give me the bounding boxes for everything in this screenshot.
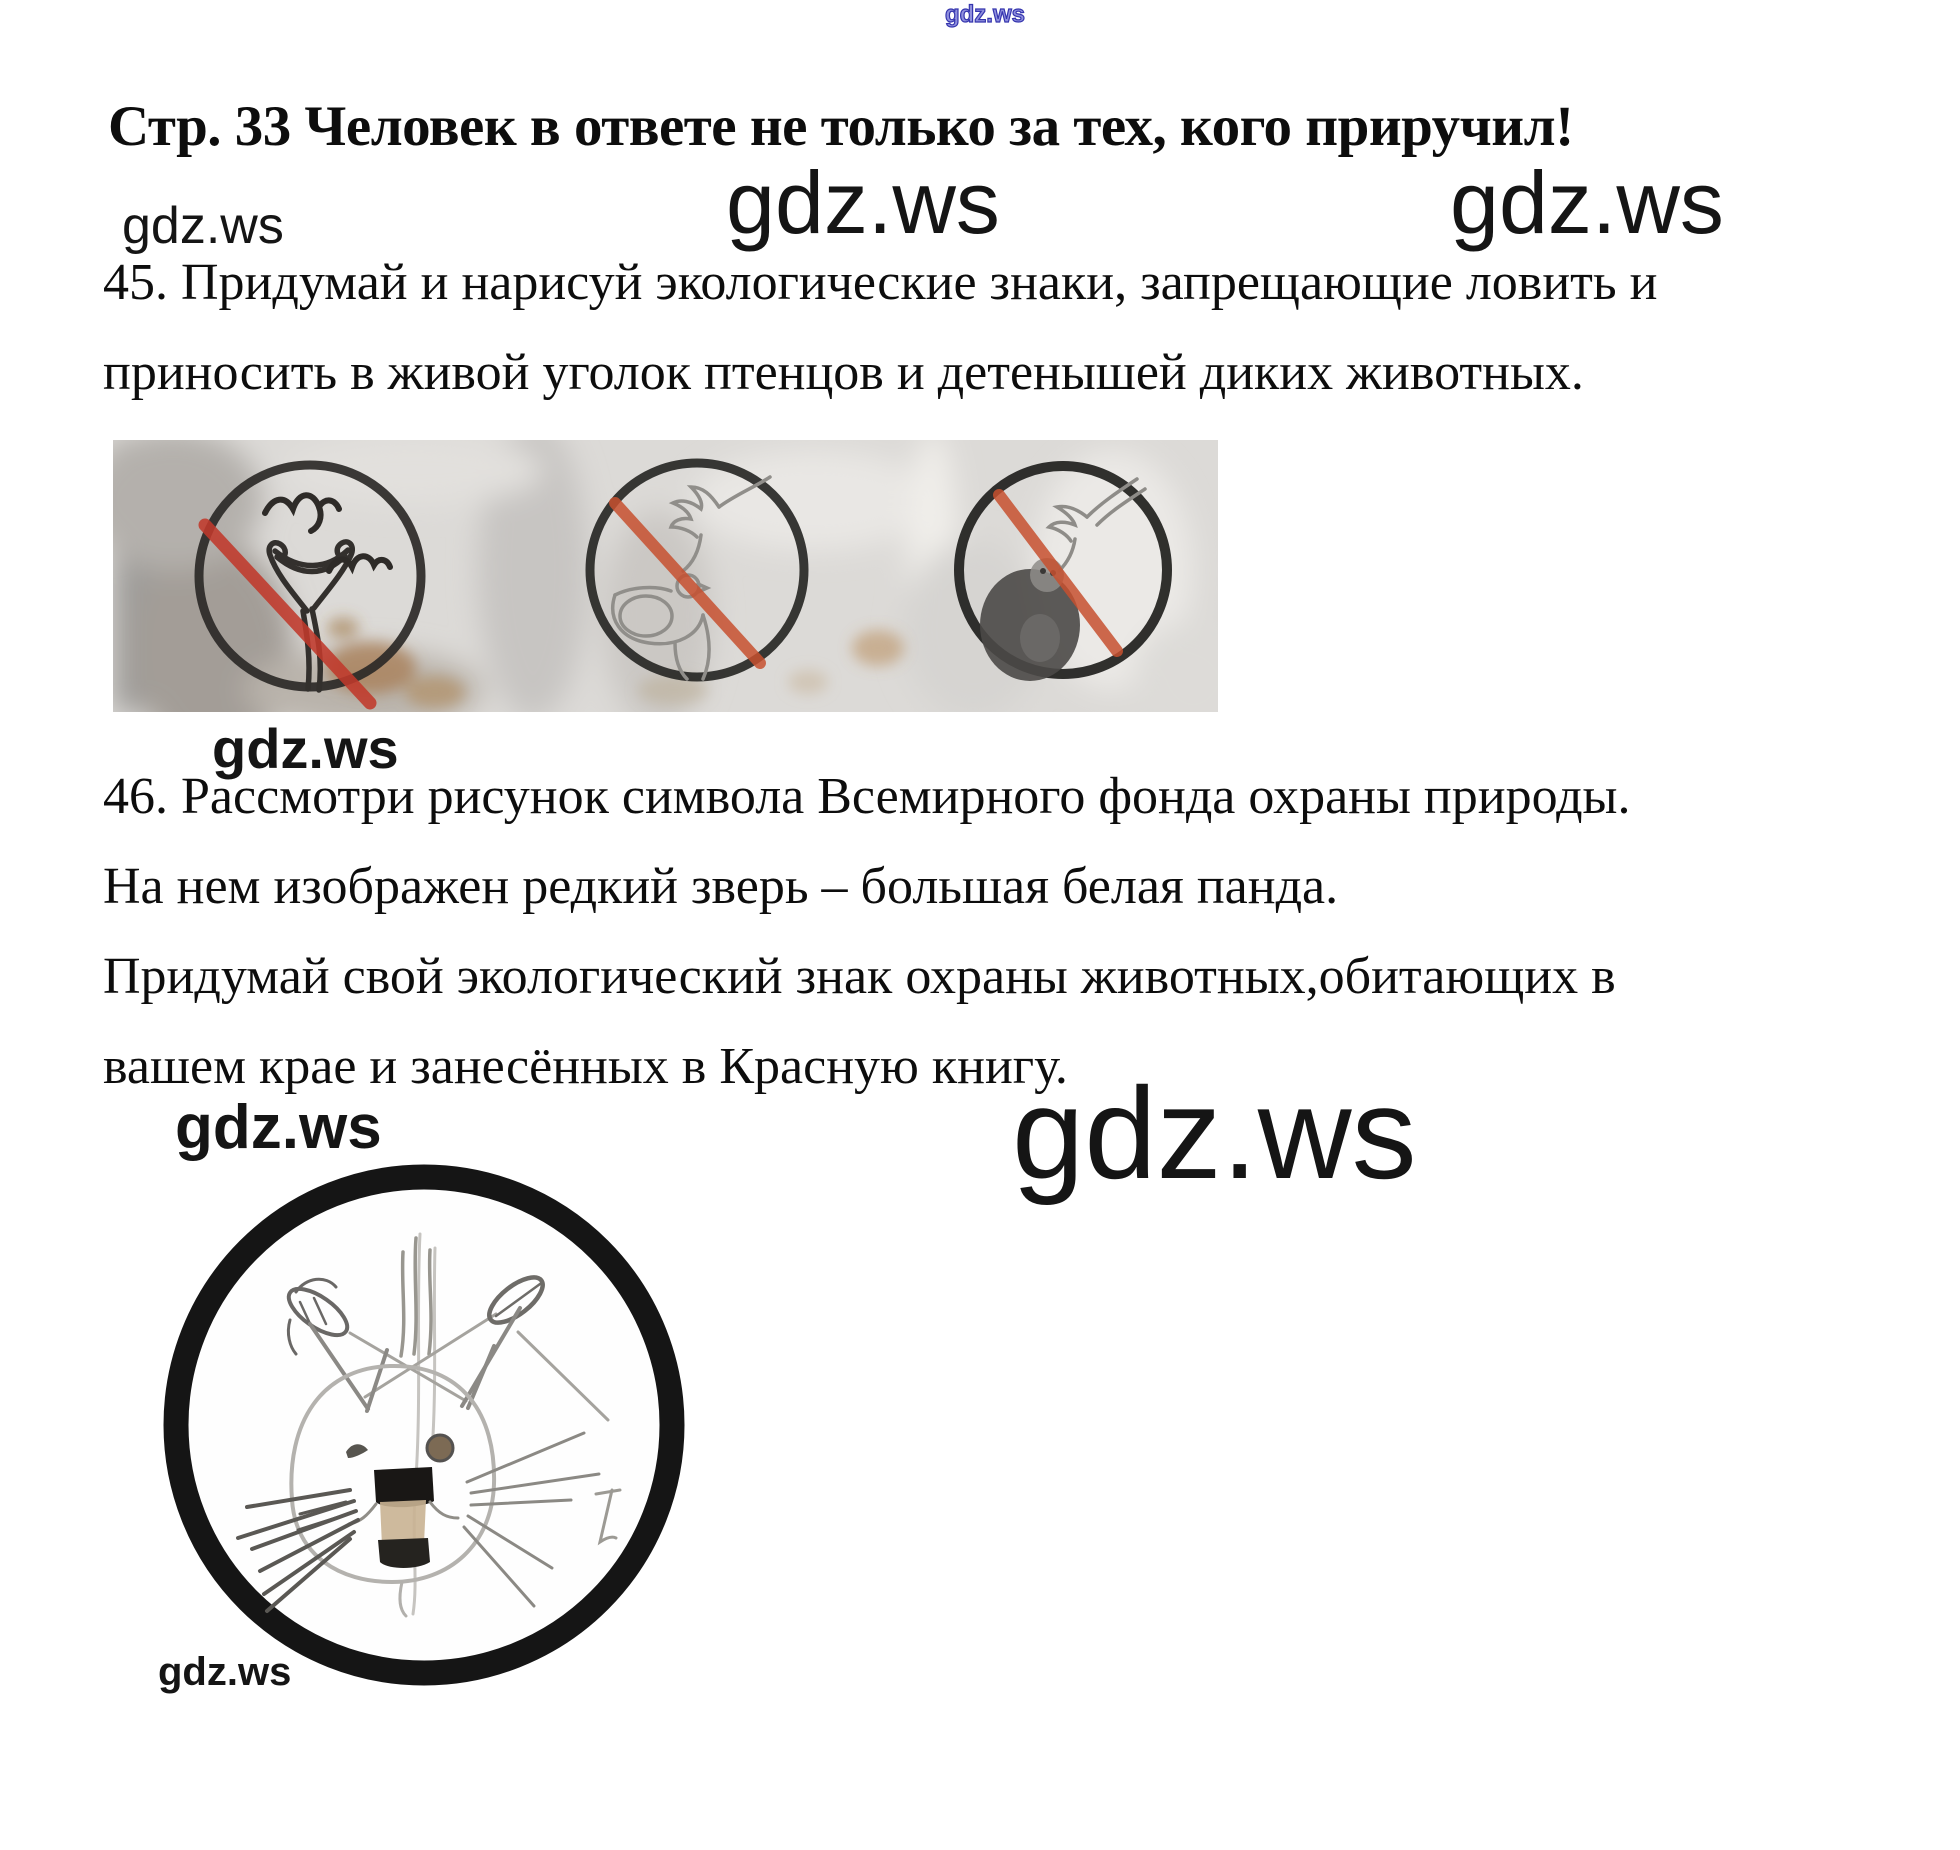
custom-ecology-sign xyxy=(150,1152,698,1700)
mouth xyxy=(378,1538,430,1568)
watermark-top-blue: gdz.ws xyxy=(944,1,1025,28)
watermark-row1-left: gdz.ws xyxy=(122,197,284,255)
watermark-giant: gdz.ws xyxy=(1012,1060,1417,1206)
sign-ring xyxy=(176,1177,672,1673)
task46-line4: вашем крае и занесённых в Красную книгу. xyxy=(103,1038,1068,1095)
task46-line3: Придумай свой экологический знак охраны животных,обитающих в xyxy=(103,948,1616,1005)
watermark-bottom: gdz.ws xyxy=(158,1650,292,1694)
page-title: Стр. 33 Человек в ответе не только за тех, кого приручил! xyxy=(108,95,1574,158)
task45-line1: 45. Придумай и нарисуй экологические знаки, запрещающие ловить и xyxy=(103,254,1658,311)
task45-line2: приносить в живой уголок птенцов и детенышей диких животных. xyxy=(103,344,1584,401)
watermark-above-custom-sign: gdz.ws xyxy=(175,1093,382,1162)
task46-line1: 46. Рассмотри рисунок символа Всемирного фонда охраны природы. xyxy=(103,768,1631,825)
watermark-row1-right: gdz.ws xyxy=(1450,153,1724,252)
watermark-above-task46: gdz.ws xyxy=(212,717,399,780)
watermark-row1-center: gdz.ws xyxy=(726,153,1000,252)
prohibition-signs-photo xyxy=(113,440,1218,712)
task46-line2: На нем изображен редкий зверь – большая белая панда. xyxy=(103,858,1339,915)
